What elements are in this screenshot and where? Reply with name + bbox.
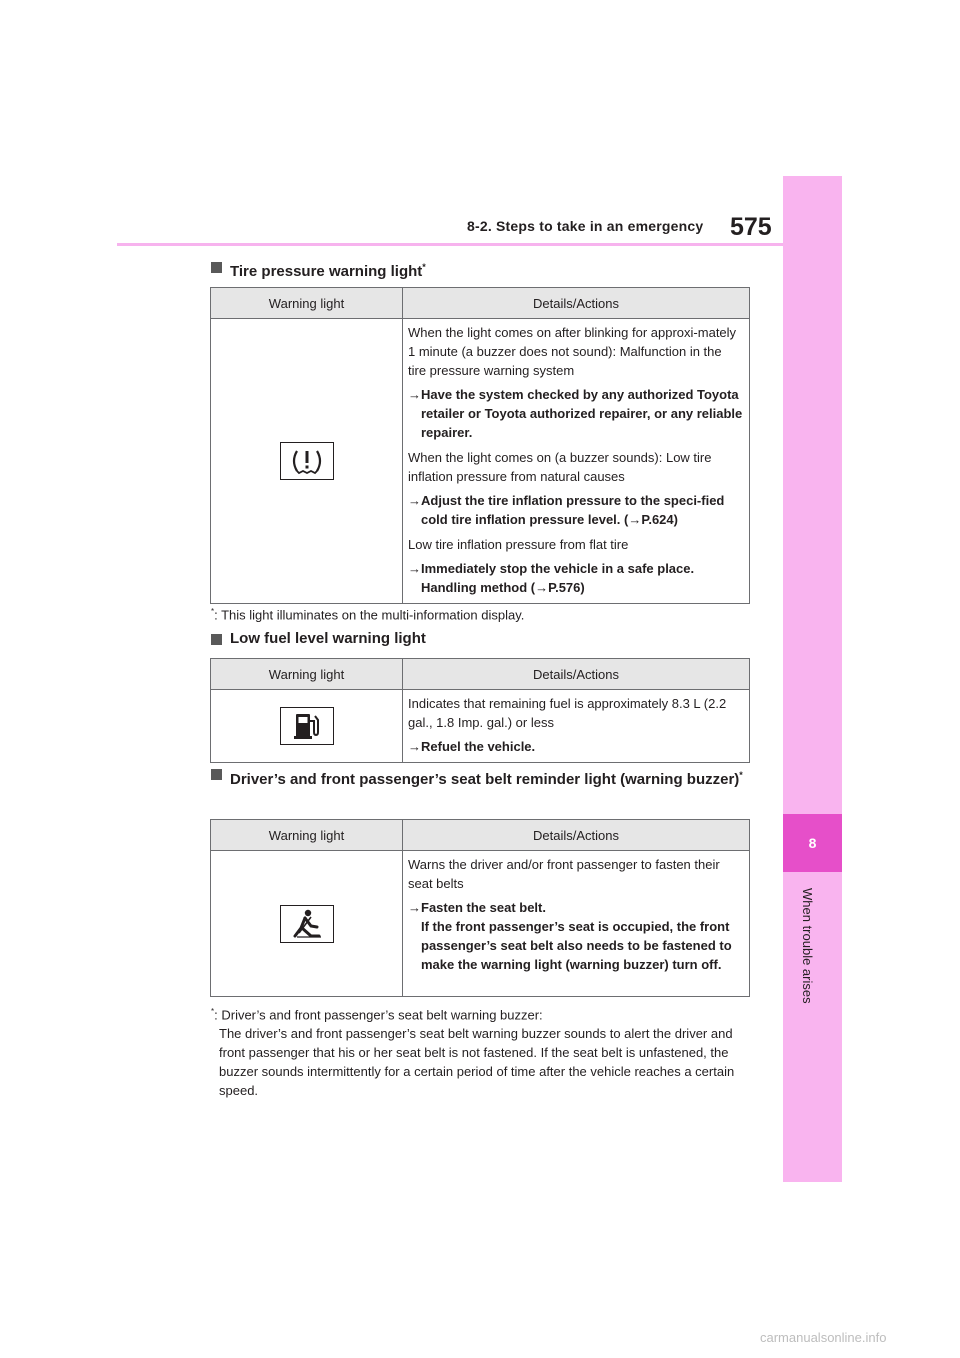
action-item: → Have the system checked by any authorized Toyota retailer or Toyota authorized repairer, or any reliable repairer.: [408, 387, 743, 440]
seat-belt-icon: [280, 905, 334, 943]
square-bullet-icon: [211, 262, 222, 273]
arrow-icon: →: [408, 493, 421, 508]
action-item: [408, 491, 743, 529]
column-header-details: Details/Actions: [403, 820, 750, 851]
seat-belt-table: [210, 819, 750, 997]
tire-footnote: *: This light illuminates on the multi-information display.: [211, 607, 525, 623]
square-bullet-icon: [211, 769, 222, 780]
condition-text: When the light comes on (a buzzer sounds): Low tire inflation pressure from natural causes: [408, 450, 712, 484]
condition-text: Warns the driver and/or front passenger to fasten their seat belts: [408, 857, 720, 891]
details-cell: [403, 851, 750, 997]
chapter-number: 8: [783, 814, 842, 872]
details-cell: [403, 319, 750, 604]
watermark-text: carmanualsonline.info: [760, 1330, 887, 1345]
seat-belt-footnote: *: Driver’s and front passenger’s seat belt warning buzzer: The driver’s and front passenger’s seat belt warning buzzer sounds to alert the driver and front passenger that his or her seat belt is not fastened. If the seat belt is unfastened, the buzzer sounds intermittently for a certain period of time after the vehicle reaches a certain speed.: [211, 1007, 735, 1099]
low-fuel-table: [210, 658, 750, 763]
condition-text: Indicates that remaining fuel is approximately 8.3 L (2.2 gal., 1.8 Imp. gal.) or less: [408, 696, 727, 730]
seat-belt-heading: Driver’s and front passenger’s seat belt reminder light (warning buzzer)*: [211, 765, 751, 793]
page-reference-link[interactable]: Immediately stop the vehicle in a safe place. Handling method (→P.576): [421, 561, 695, 595]
icon-cell: [211, 851, 403, 997]
column-header-warning-light: Warning light: [211, 659, 403, 690]
tire-pressure-heading: Tire pressure warning light*: [211, 258, 426, 284]
icon-cell: [211, 319, 403, 604]
low-fuel-heading: Low fuel level warning light: [211, 630, 426, 651]
column-header-details: Details/Actions: [403, 659, 750, 690]
condition-text: Low tire inflation pressure from flat tire: [408, 537, 629, 552]
square-bullet-icon: [211, 634, 222, 645]
condition-text: When the light comes on after blinking for approxi-mately 1 minute (a buzzer does not sound): Malfunction in the tire pressure warning system: [408, 325, 737, 378]
column-header-warning-light: Warning light: [211, 820, 403, 851]
tire-pressure-table: [210, 287, 750, 604]
arrow-icon: →: [408, 561, 421, 576]
details-cell: [403, 690, 750, 763]
arrow-icon: →: [408, 387, 421, 402]
fuel-pump-icon: [280, 707, 334, 745]
page-number: 575: [730, 213, 772, 241]
action-item: [408, 559, 743, 597]
chapter-side-tab: [783, 176, 842, 1182]
chapter-title: When trouble arises: [800, 888, 815, 1004]
arrow-icon: →: [408, 739, 421, 754]
column-header-warning-light: Warning light: [211, 288, 403, 319]
action-item: → Fasten the seat belt. If the front passenger’s seat is occupied, the front passenger’s seat belt also needs to be fastened to make the warning light (warning buzzer) turn off.: [408, 900, 732, 972]
action-item: → Refuel the vehicle.: [408, 739, 536, 754]
section-title: 8-2. Steps to take in an emergency: [467, 218, 704, 234]
arrow-icon: →: [408, 900, 421, 915]
page-reference-link[interactable]: Adjust the tire inflation pressure to the speci-fied cold tire inflation pressure level. (→P.624): [421, 493, 725, 527]
icon-cell: [211, 690, 403, 763]
column-header-details: Details/Actions: [403, 288, 750, 319]
header-divider: [117, 243, 783, 246]
tire-pressure-warning-icon: [280, 442, 334, 480]
